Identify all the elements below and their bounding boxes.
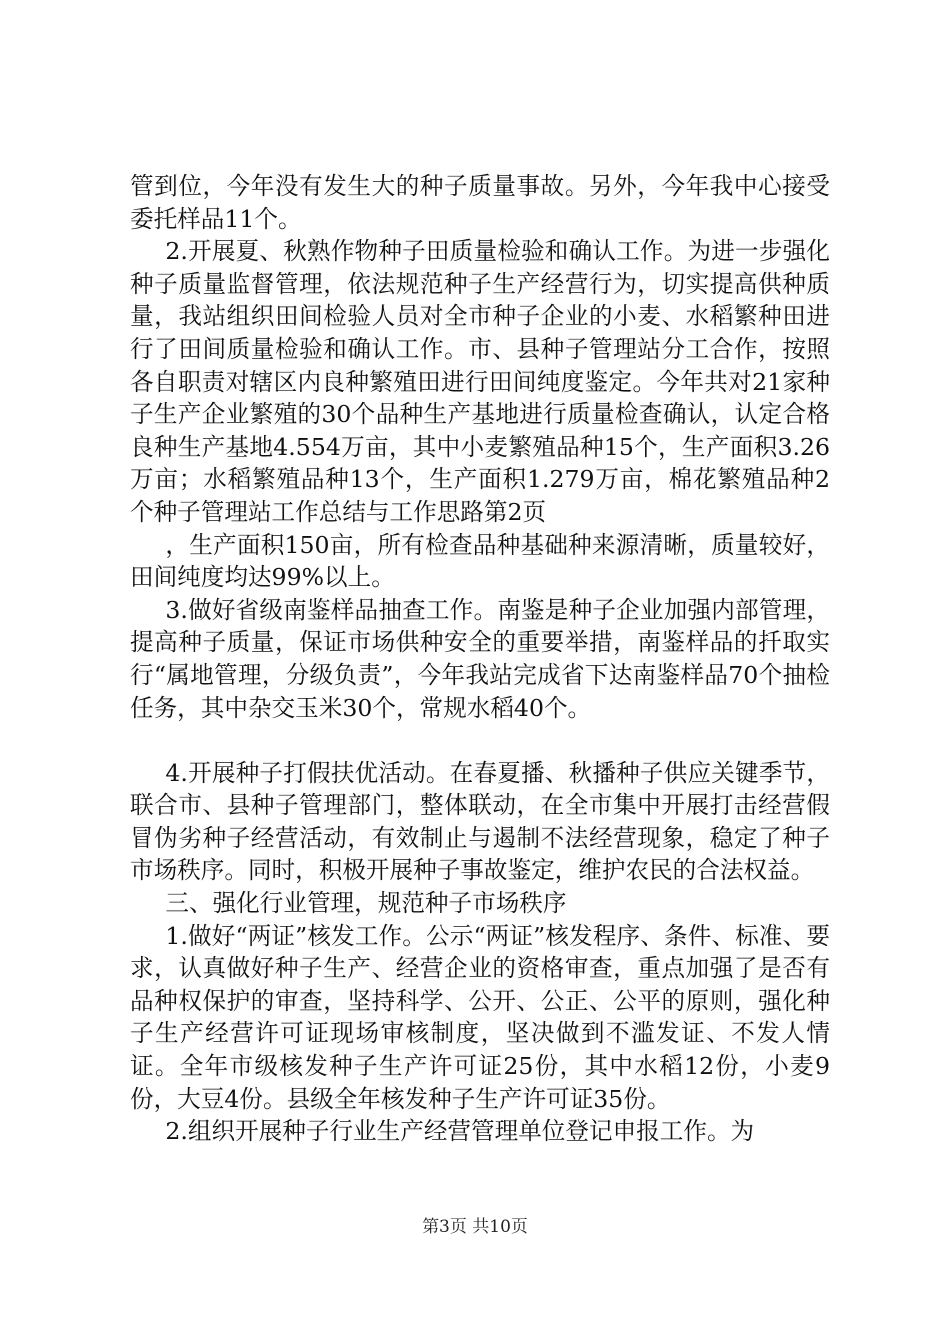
- paragraph-field-inspection-continued: ，生产面积150亩，所有检查品种基础种来源清晰，质量较好，田间纯度均达99%以上。: [130, 530, 830, 592]
- paragraph-continuation: 管到位，今年没有发生大的种子质量事故。另外，今年我中心接受委托样品11个。: [130, 172, 830, 233]
- paragraph-license-issuance: 1.做好“两证”核发工作。公示“两证”核发程序、条件、标准、要求，认真做好种子生产、经营企业的资格审查，重点加强了是否有品种权保护的审查，坚持科学、公开、公正、公平的原则，强化种子生产经营许可证现场审核制度，坚决做到不滥发证、不发人情证。全年市级核发种子生产许可证25份，其中水稻12份，小麦9份，大豆4份。县级全年核发种子生产许可证35份。: [130, 921, 830, 1113]
- paragraph-anti-counterfeit: 4.开展种子打假扶优活动。在春夏播、秋播种子供应关键季节，联合市、县种子管理部门，整体联动，在全市集中开展打击经营假冒伪劣种子经营活动，有效制止与遏制不法经营现象，稳定了种子市场秩序。同时，积极开展种子事故鉴定，维护农民的合法权益。: [130, 758, 830, 885]
- section-heading: 三、强化行业管理，规范种子市场秩序: [165, 889, 567, 918]
- page-footer: 第3页 共10页: [422, 1217, 528, 1237]
- paragraph-field-inspection: 2.开展夏、秋熟作物种子田质量检验和确认工作。为进一步强化种子质量监督管理，依法规范种子生产经营行为，切实提高供种质量，我站组织田间检验人员对全市种子企业的小麦、水稻繁种田进行了田间质量检验和确认工作。市、县种子管理站分工合作，按照各自职责对辖区内良种繁殖田进行田间纯度鉴定。今年共对21家种子生产企业繁殖的30个品种生产基地进行质量检查确认，认定合格良种生产基地4.554万亩，其中小麦繁殖品种15个，生产面积3.26万亩；水稻繁殖品种13个，生产面积1.279万亩，棉花繁殖品种2个种子管理站工作总结与工作思路第2页: [130, 237, 830, 526]
- paragraph-sample-check: 3.做好省级南鉴样品抽查工作。南鉴是种子企业加强内部管理，提高种子质量，保证市场供种安全的重要举措，南鉴样品的扦取实行“属地管理，分级负责”，今年我站完成省下达南鉴样品70个抽检任务，其中杂交玉米30个，常规水稻40个。: [130, 595, 830, 722]
- paragraph-registration: 2.组织开展种子行业生产经营管理单位登记申报工作。为: [165, 1117, 755, 1146]
- document-body: [130, 170, 830, 1148]
